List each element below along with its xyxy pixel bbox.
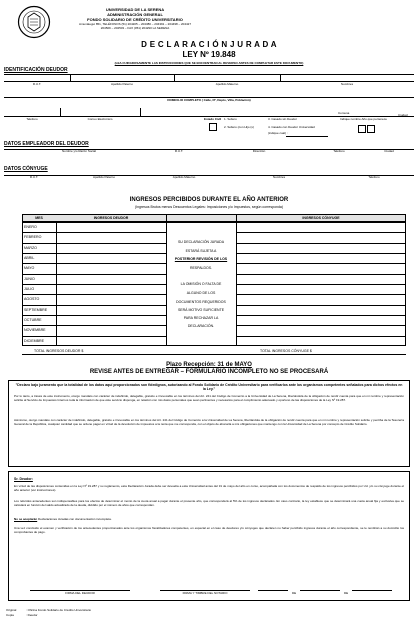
- month-label: JUNIO: [24, 276, 35, 281]
- label-paterno-conyuge: Apellido Paterno: [92, 175, 115, 179]
- note-omision-1: LA OMISIÓN O FALTA DE: [180, 282, 222, 286]
- document-title: D E C L A R A C I Ó N J U R A D A: [141, 40, 277, 49]
- month-label: ABRIL: [24, 255, 35, 260]
- label-rut-empleador: R.U.T.: [174, 149, 184, 153]
- label-correo: Correo Electrónico: [87, 117, 113, 121]
- admin-name: ADMINISTRACIÓN GENERAL: [107, 12, 163, 17]
- table-row-divider: [56, 263, 166, 264]
- anio-box-2[interactable]: [367, 125, 375, 133]
- university-name: UNIVERSIDAD DE LA SERENA: [105, 7, 165, 12]
- table-row-divider: [22, 294, 56, 295]
- table-row-divider: [236, 336, 406, 337]
- label-nombres-deudor: Nombres: [340, 82, 354, 86]
- table-row-divider: [236, 305, 406, 306]
- table-row-divider: [236, 284, 406, 285]
- table-row-divider: [56, 294, 166, 295]
- table-row-divider: [22, 325, 56, 326]
- month-label: SEPTIEMBRE: [24, 307, 48, 312]
- month-label: FEBRERO: [24, 235, 42, 240]
- table-row-divider: [22, 284, 56, 285]
- col-mes: MES: [35, 216, 43, 220]
- plazo-recepcion: Plazo Recepción: 31 de MAYO: [166, 362, 252, 368]
- address-line-2: 204509 – 204503 – FAX (051) 204290 LA SERENA: [100, 26, 170, 30]
- table-row-divider: [56, 325, 166, 326]
- footer-original-value: : Oficina Fondo Solidario de Crédito Universitario: [26, 608, 92, 612]
- declaracion-p2: Asimismo, otorgo mandato con carácter de indefinido, delegable, gratuito e irrevocable en los términos del Art. 241 del Código de Comercio a la Universidad de La Serena, libertándola de la obligación de rendir cuenta para que en mi nombre y representación solicite y perciba de la Tesorería General de la República, cualquier cantidad que se ordene pagar en virtud de la devolución de impuestos a la renta que me corresponda, con el objeto de abonarla a mis obligaciones que mantengo con la Universidad de La Serena por concepto de Crédito Solidario.: [14, 418, 404, 426]
- declaracion-intro: "Declaro bajo juramento que la totalidad de los datos aquí proporcionados son fidedignos, autorizando al Fondo Solidario de Crédito Universitario para verificarlos ante los organismos competentes señalados para dichos efectos en la Ley.": [15, 383, 403, 391]
- declaracion-p1: Por lo tanto, a través de este instrumento, otorgo mandato con carácter de indefinido, delegable, gratuito e irrevocable en los términos del Art. 241 del Código de Comercio a la Universidad de La Serena, libertándola de la obligación de rendir cuenta para que en mi nombre y representación solicite al Servicio de Impuestos Internos toda la información de que éste servicio disponga, en relación con mis datos personales que sean pertinentes y necesarios para el cumplimiento adecuado y oportuno de las disposiciones de la Ley Nº 19.287.: [14, 394, 404, 402]
- label-razon-social: Nombre y/o Razón Social: [61, 149, 96, 153]
- table-row-divider: [22, 274, 56, 275]
- label-materno-deudor: Apellido Materno: [215, 82, 239, 86]
- firma-notario: FIRMA Y TIMBRE DEL NOTARIO: [182, 591, 228, 595]
- firma-deudor: FIRMA DEL DEUDOR: [65, 591, 95, 595]
- note-omision-2: ALGUNO DE LOS: [186, 291, 216, 295]
- label-domicilio: DOMICILIO COMPLETO ( Calle, Nº, Depto, Villa, Población): [167, 98, 251, 102]
- fecha-de-2: DE: [344, 591, 349, 595]
- col-ingresos-conyuge: INGRESOS CÓNYUGE: [302, 216, 340, 220]
- address-line-1: Amunátegui 851, TELÉFONOS (51) 204205 – 204380 – 204391 – 204498 – 204427: [78, 22, 192, 26]
- anio-box-1[interactable]: [358, 125, 366, 133]
- table-row-divider: [22, 263, 56, 264]
- note-revision-2: ESTARÁ SUJETA A: [185, 249, 217, 253]
- label-direccion-empleador: Dirección: [252, 149, 266, 153]
- table-row-divider: [56, 284, 166, 285]
- month-label: JULIO: [24, 286, 35, 291]
- label-materno-conyuge: Apellido Materno: [172, 175, 196, 179]
- table-row-divider: [22, 232, 56, 233]
- ingresos-title: INGRESOS PERCIBIDOS DURANTE EL AÑO ANTERIOR: [129, 197, 289, 203]
- table-row-divider: [236, 243, 406, 244]
- table-row-divider: [236, 294, 406, 295]
- reverso-p3: [14, 518, 404, 522]
- month-label: MAYO: [24, 266, 35, 271]
- table-row-divider: [236, 274, 406, 275]
- reverso-p4: Una vez concluido el examen y verificación de los antecedentes proporcionados ante los organismos fiscalizadores competentes, en especial en el caso de deudores y/o cónyuges que declaren no haber percibido ingresos durante el año correspondiente, se le remitirán a su domicilio los comprobantes de pago.: [14, 526, 404, 534]
- label-ciudad: Ciudad: [398, 113, 408, 117]
- table-row-divider: [56, 274, 166, 275]
- label-comuna: Comuna: [338, 111, 350, 115]
- footer-copia-label: Copia: [6, 613, 14, 617]
- section-datos-empleador: DATOS EMPLEADOR DEL DEUDOR: [4, 141, 89, 147]
- note-omision-4: SERÁ MOTIVO SUFICIENTE: [177, 308, 225, 312]
- reverso-heading: Sr. Deudor:: [14, 477, 33, 481]
- table-row-divider: [236, 325, 406, 326]
- estado-civil-checkbox[interactable]: [209, 123, 217, 131]
- table-row-divider: [236, 232, 406, 233]
- option-casado-con-deudor[interactable]: 4. Casado con Deudor Universidad: [268, 125, 315, 129]
- table-row-divider: [22, 305, 56, 306]
- month-label: NOVIEMBRE: [24, 328, 46, 333]
- note-omision-5: PARA RECHAZAR LA: [183, 316, 219, 320]
- table-row-divider: [22, 253, 56, 254]
- fund-name: FONDO SOLIDARIO DE CRÉDITO UNIVERSITARIO: [87, 17, 183, 22]
- label-telefono-empleador: Teléfono: [333, 149, 345, 153]
- note-revision-1: SU DECLARACIÓN JURADA: [177, 240, 225, 244]
- label-indique-cual: (indique cual) :: [268, 131, 288, 135]
- label-telefono-conyuge: Teléfono: [368, 175, 380, 179]
- reverso-p2: Los referidos antecedentes son indispensables para los efectos de determinar el monto de la cuota anual a pagar durante el presente año, que corresponderá al 5% de los ingresos declarados. En caso contrario, la ley establece que se determinará una cuota anual fija y exclusiva que se calculará en función del saldo actualizado de la deuda, dividido por el número de años que correspondan.: [14, 499, 404, 507]
- table-row-divider: [236, 253, 406, 254]
- col-ingresos-deudor: INGRESOS DEUDOR: [93, 216, 129, 220]
- law-number: LEY Nº 19.848: [182, 50, 236, 59]
- revise-antes: REVISE ANTES DE ENTREGAR – FORMULARIO INCOMPLETO NO SE PROCESARÁ: [89, 369, 329, 375]
- label-rut-conyuge: R.U.T.: [29, 175, 39, 179]
- month-label: DICIEMBRE: [24, 338, 44, 343]
- note-omision-6: DECLARACIÓN.: [187, 324, 215, 328]
- table-row-divider: [56, 305, 166, 306]
- month-label: MARZO: [24, 245, 37, 250]
- table-row-divider: [236, 315, 406, 316]
- footer-original-label: Original: [6, 608, 17, 612]
- label-rut-deudor: R.U.T.: [32, 82, 42, 86]
- table-row-divider: [236, 263, 406, 264]
- month-label: OCTUBRE: [24, 317, 42, 322]
- label-paterno-deudor: Apellido Paterno: [110, 82, 133, 86]
- option-soltero[interactable]: 1. Soltero: [224, 117, 237, 121]
- label-estado-civil: Estado Civil: [204, 117, 222, 121]
- option-soltero-hijos[interactable]: 2. Soltero (con Hijo (s): [224, 125, 254, 129]
- note-revision-4: RESPALDOS.: [189, 266, 213, 270]
- table-row-divider: [22, 315, 56, 316]
- total-ingresos-deudor: TOTAL INGRESOS DEUDOR $: [34, 349, 84, 353]
- note-omision-3: DOCUMENTOS REQUERIDOS: [176, 300, 226, 304]
- month-label: AGOSTO: [24, 297, 40, 302]
- section-datos-conyuge: DATOS CÓNYUGE: [4, 166, 48, 172]
- label-anio: Indique nombre Año que pertenece: [340, 117, 387, 121]
- footer-copia-value: : Deudor: [26, 613, 38, 617]
- table-row-divider: [22, 243, 56, 244]
- label-ciudad-empleador: Ciudad: [384, 149, 394, 153]
- table-row-divider: [22, 336, 56, 337]
- total-ingresos-conyuge: TOTAL INGRESOS CÓNYUGE $: [260, 349, 312, 353]
- month-label: ENERO: [24, 224, 37, 229]
- instructions-note: (LEA CUIDADOSAMENTE LAS INSTRUCCIONES QUE SE ENCUENTRAN AL REVERSO ANTES DE COMPLETAR ESTE DOCUMENTO): [114, 61, 304, 65]
- table-row-divider: [56, 253, 166, 254]
- table-row-divider: [56, 243, 166, 244]
- label-telefono: Teléfono: [26, 117, 38, 121]
- option-casado-sin-deudor[interactable]: 3. Casado sin Deudor: [268, 117, 298, 121]
- note-revision-3: POSTERIOR REVISIÓN DE LOS: [174, 257, 228, 261]
- section-identificacion-deudor: IDENTIFICACIÓN DEUDOR: [4, 67, 68, 73]
- reverso-p3-strong: No se aceptarán: [14, 517, 38, 521]
- fecha-de-1: DE: [292, 591, 297, 595]
- table-row-divider: [56, 336, 166, 337]
- table-row-divider: [56, 315, 166, 316]
- label-nombres-conyuge: Nombres: [272, 175, 286, 179]
- reverso-p1: En virtud de las disposiciones contenidas en la Ley Nº 19.287 y su reglamento, esta Declaración Jurada debe ser devuelta a esta Universidad antes del 31 de mayo del año en curso, acompañada con los documentos de respaldo de los ingresos percibidos por Ud. y/o su cónyuge durante el año anterior (ver instrucciones).: [14, 484, 404, 492]
- reverso-p3-rest: Declaraciones Juradas con documentación incompleta.: [38, 517, 112, 521]
- ingresos-subtitle: (Ingresos Brutos menos Descuentos Legales: Imposiciones y/o Impuestos, según corresponda): [134, 205, 284, 209]
- table-row-divider: [56, 232, 166, 233]
